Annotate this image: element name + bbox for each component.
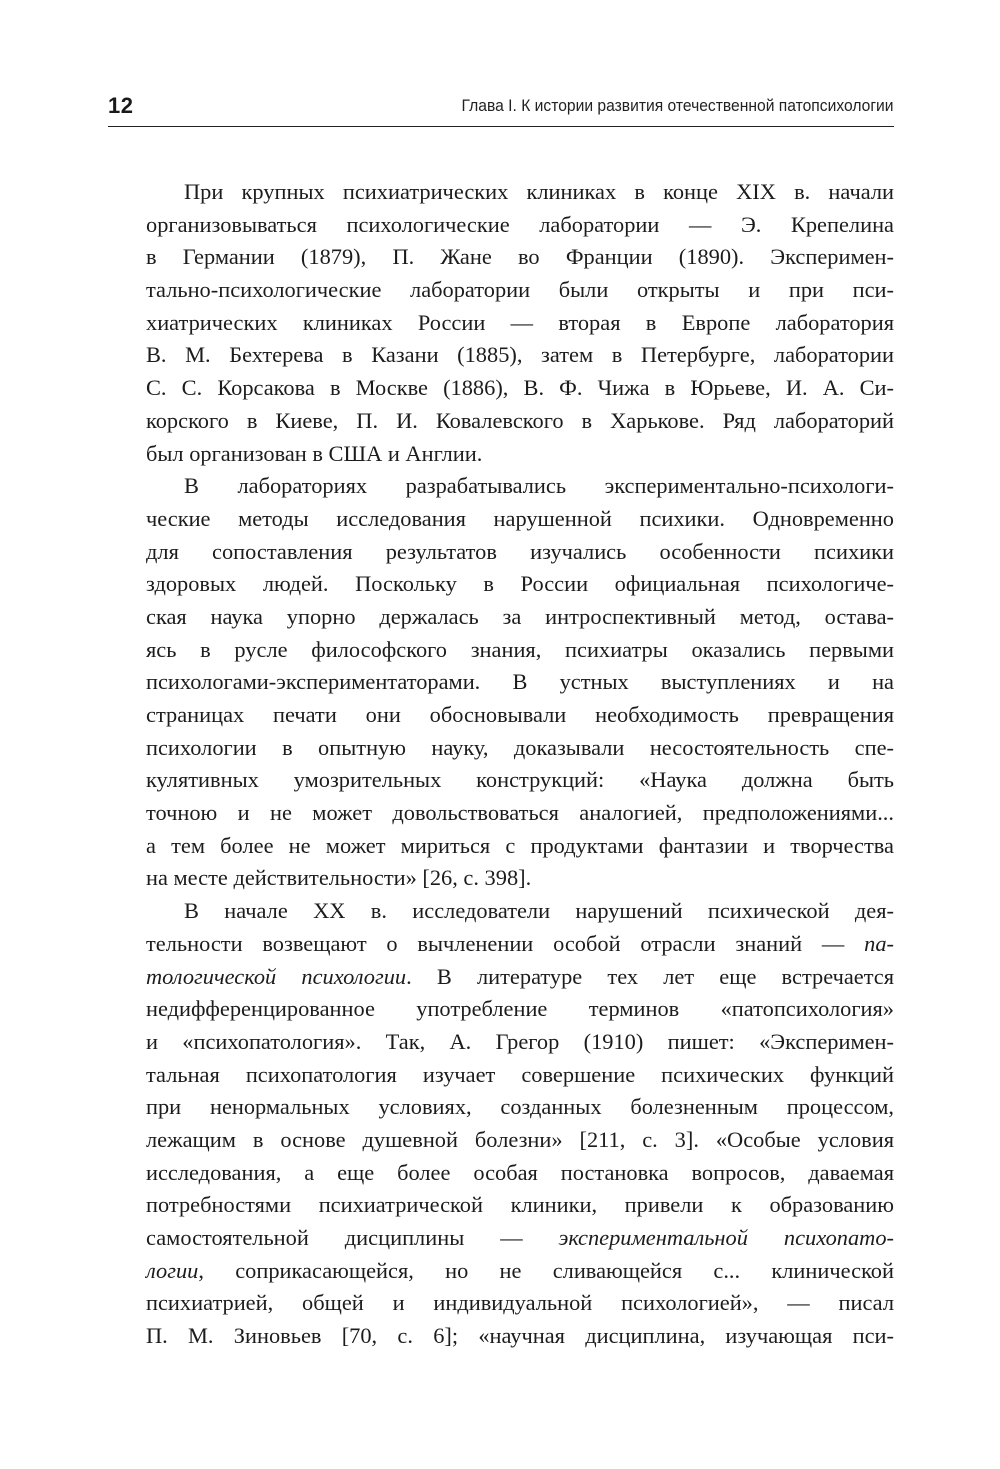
text-line: хиатрических клиниках России — вторая в Европе лаборатория bbox=[146, 309, 894, 335]
text-fragment: , соприкасающейся, но не сливающейся с... клинической bbox=[198, 1257, 894, 1283]
text-line: исследования, а еще более особая постановка вопросов, даваемая bbox=[146, 1159, 894, 1185]
text-line: страницах печати они обосновывали необходимость превращения bbox=[146, 702, 894, 727]
text-line: психиатрией, общей и индивидуальной психологией», — писал bbox=[146, 1290, 894, 1316]
text-line: При крупных психиатрических клиниках в конце XIX в. начали bbox=[184, 179, 894, 204]
text-line-mixed bbox=[108, 1255, 894, 1288]
text-line: корского в Киеве, П. И. Ковалевского в Харькове. Ряд лабораторий bbox=[146, 407, 894, 433]
text-line: при ненормальных условиях, созданных болезненным процессом, bbox=[146, 1094, 894, 1120]
text-line: организовываться психологические лаборатории — Э. Крепелина bbox=[146, 211, 894, 237]
text-line: потребностями психиатрической клиники, привели к образованию bbox=[146, 1192, 894, 1218]
text-line: тальная психопатология изучает совершение психических функций bbox=[146, 1061, 894, 1087]
text-line: психологии в опытную науку, доказывали несостоятельность спе- bbox=[146, 734, 894, 760]
text-fragment: . В литературе тех лет еще встречается bbox=[406, 963, 895, 989]
text-line: на месте действительности» [26, с. 398]. bbox=[146, 865, 532, 891]
page-number: 12 bbox=[108, 93, 134, 118]
italic-term: па- bbox=[864, 930, 894, 956]
paragraph-3 bbox=[108, 895, 894, 1353]
text-line: для сопоставления результатов изучались особенности психики bbox=[146, 538, 894, 564]
italic-term: тологической психологии bbox=[146, 963, 407, 989]
text-line: недифференцированное употребление терминов «патопсихология» bbox=[146, 996, 894, 1022]
paragraph-1 bbox=[108, 176, 894, 470]
text-line: В начале XX в. исследователи нарушений психической дея- bbox=[184, 898, 894, 924]
text-fragment: тельности возвещают о вычленении особой отрасли знаний — bbox=[146, 930, 865, 956]
text-line: здоровых людей. Поскольку в России официальная психологиче- bbox=[146, 571, 894, 597]
italic-term: экспериментальной психопато- bbox=[558, 1225, 894, 1250]
text-line: психологами-экспериментаторами. В устных выступлениях и на bbox=[146, 669, 894, 695]
text-line: тально-психологические лаборатории были открыты и при пси- bbox=[146, 277, 894, 303]
text-line-mixed bbox=[108, 961, 894, 994]
text-line: ская наука упорно держалась за интроспективный метод, остава- bbox=[146, 603, 894, 629]
text-line: в Германии (1879), П. Жане во Франции (1890). Эксперимен- bbox=[146, 244, 894, 270]
text-line: П. М. Зиновьев [70, с. 6]; «научная дисциплина, изучающая пси- bbox=[146, 1323, 894, 1349]
text-line: был организован в США и Англии. bbox=[146, 440, 483, 466]
text-line: лежащим в основе душевной болезни» [211, с. 3]. «Особые условия bbox=[146, 1126, 894, 1152]
text-line: точною и не может довольствоваться аналогией, предположениями... bbox=[146, 800, 894, 826]
text-line: ческие методы исследования нарушенной психики. Одновременно bbox=[146, 505, 894, 531]
text-line: В. М. Бехтерева в Казани (1885), затем в Петербурге, лаборатории bbox=[146, 342, 894, 368]
text-line: а тем более не может мириться с продуктами фантазии и творчества bbox=[146, 832, 894, 858]
text-line-mixed bbox=[108, 1222, 894, 1255]
paragraph-2 bbox=[108, 470, 894, 895]
text-line: кулятивных умозрительных конструкций: «Наука должна быть bbox=[146, 767, 894, 793]
body-text bbox=[108, 176, 894, 1353]
text-line: и «психопатология». Так, А. Грегор (1910) пишет: «Эксперимен- bbox=[146, 1028, 894, 1054]
page-header bbox=[108, 92, 894, 127]
text-line: С. С. Корсакова в Москве (1886), В. Ф. Чижа в Юрьеве, И. А. Си- bbox=[146, 375, 894, 401]
text-line: ясь в русле философского знания, психиатры оказались первыми bbox=[146, 636, 894, 662]
text-line: В лабораториях разрабатывались экспериментально-психологи- bbox=[184, 473, 894, 499]
running-head: Глава I. К истории развития отечественной патопсихологии bbox=[462, 96, 894, 115]
text-fragment: самостоятельной дисциплины — bbox=[146, 1225, 559, 1250]
text-line-mixed bbox=[108, 928, 894, 961]
italic-term: логии bbox=[146, 1257, 199, 1283]
